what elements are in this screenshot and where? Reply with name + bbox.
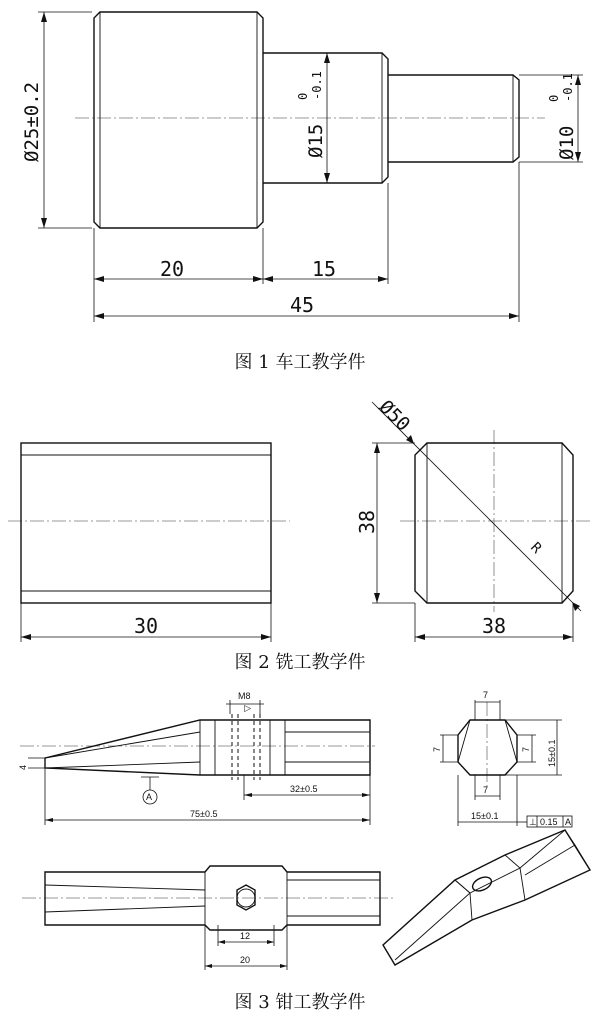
figure2-milling-part [8,396,590,673]
f3-thread: M8 [238,691,251,701]
f2-side: 38 [482,614,507,638]
f3-tol-ref: A [565,817,572,827]
f3-top-w: 7 [483,690,489,700]
figure1-lathe-part [21,12,583,373]
f3-hole-w: 12 [240,931,251,941]
f1-dia-mid-lower: -0.1 [310,71,324,100]
f1-len-large: 20 [160,257,185,281]
f1-dia-mid: Ø15 [305,123,327,158]
f3-tol-perp: ⊥ [529,817,537,827]
f1-dia-small-upper: 0 [547,94,561,102]
f3-section-h: 15±0.1 [547,739,557,767]
f2-block-front [21,443,271,603]
f3-caption: 图 3 钳工教学件 [234,992,366,1013]
f2-height: 38 [355,509,379,534]
f3-right-h: 7 [521,746,531,752]
f1-len-mid: 15 [312,257,337,281]
f2-caption: 图 2 铣工教学件 [234,652,366,673]
f3-bot-w: 7 [483,785,489,795]
f3-side-body [45,720,370,775]
f3-length: 75±0.5 [190,809,218,819]
f3-datum: A [146,792,153,802]
f1-dia-mid-upper: 0 [296,92,310,100]
f1-dia-small-lower: -0.1 [561,73,575,102]
f3-mid-w: 20 [240,955,251,965]
f1-small-cylinder [388,75,519,162]
f3-left-h: 7 [432,746,442,752]
f1-len-total: 45 [290,293,315,317]
f1-large-cylinder [94,12,263,228]
f3-tol-val: 0.15 [540,817,558,827]
f3-section-w: 15±0.1 [471,811,499,821]
f1-dia-small: Ø10 [556,125,578,160]
f3-pos: 32±0.5 [290,784,318,794]
f2-width: 30 [134,614,159,638]
f1-caption: 图 1 车工教学件 [234,352,366,373]
f3-isometric [383,830,590,965]
f1-dia-large: Ø25±0.2 [21,81,43,162]
f3-thread-depth: ▽ [242,705,252,712]
svg-text:R: R [527,539,545,557]
f2-diameter: Ø50 [374,395,415,436]
f3-section-body [458,720,517,775]
figure3-fitter-part [18,690,590,1013]
f3-tip: 4 [18,764,28,770]
f2-diagonal [372,402,581,611]
